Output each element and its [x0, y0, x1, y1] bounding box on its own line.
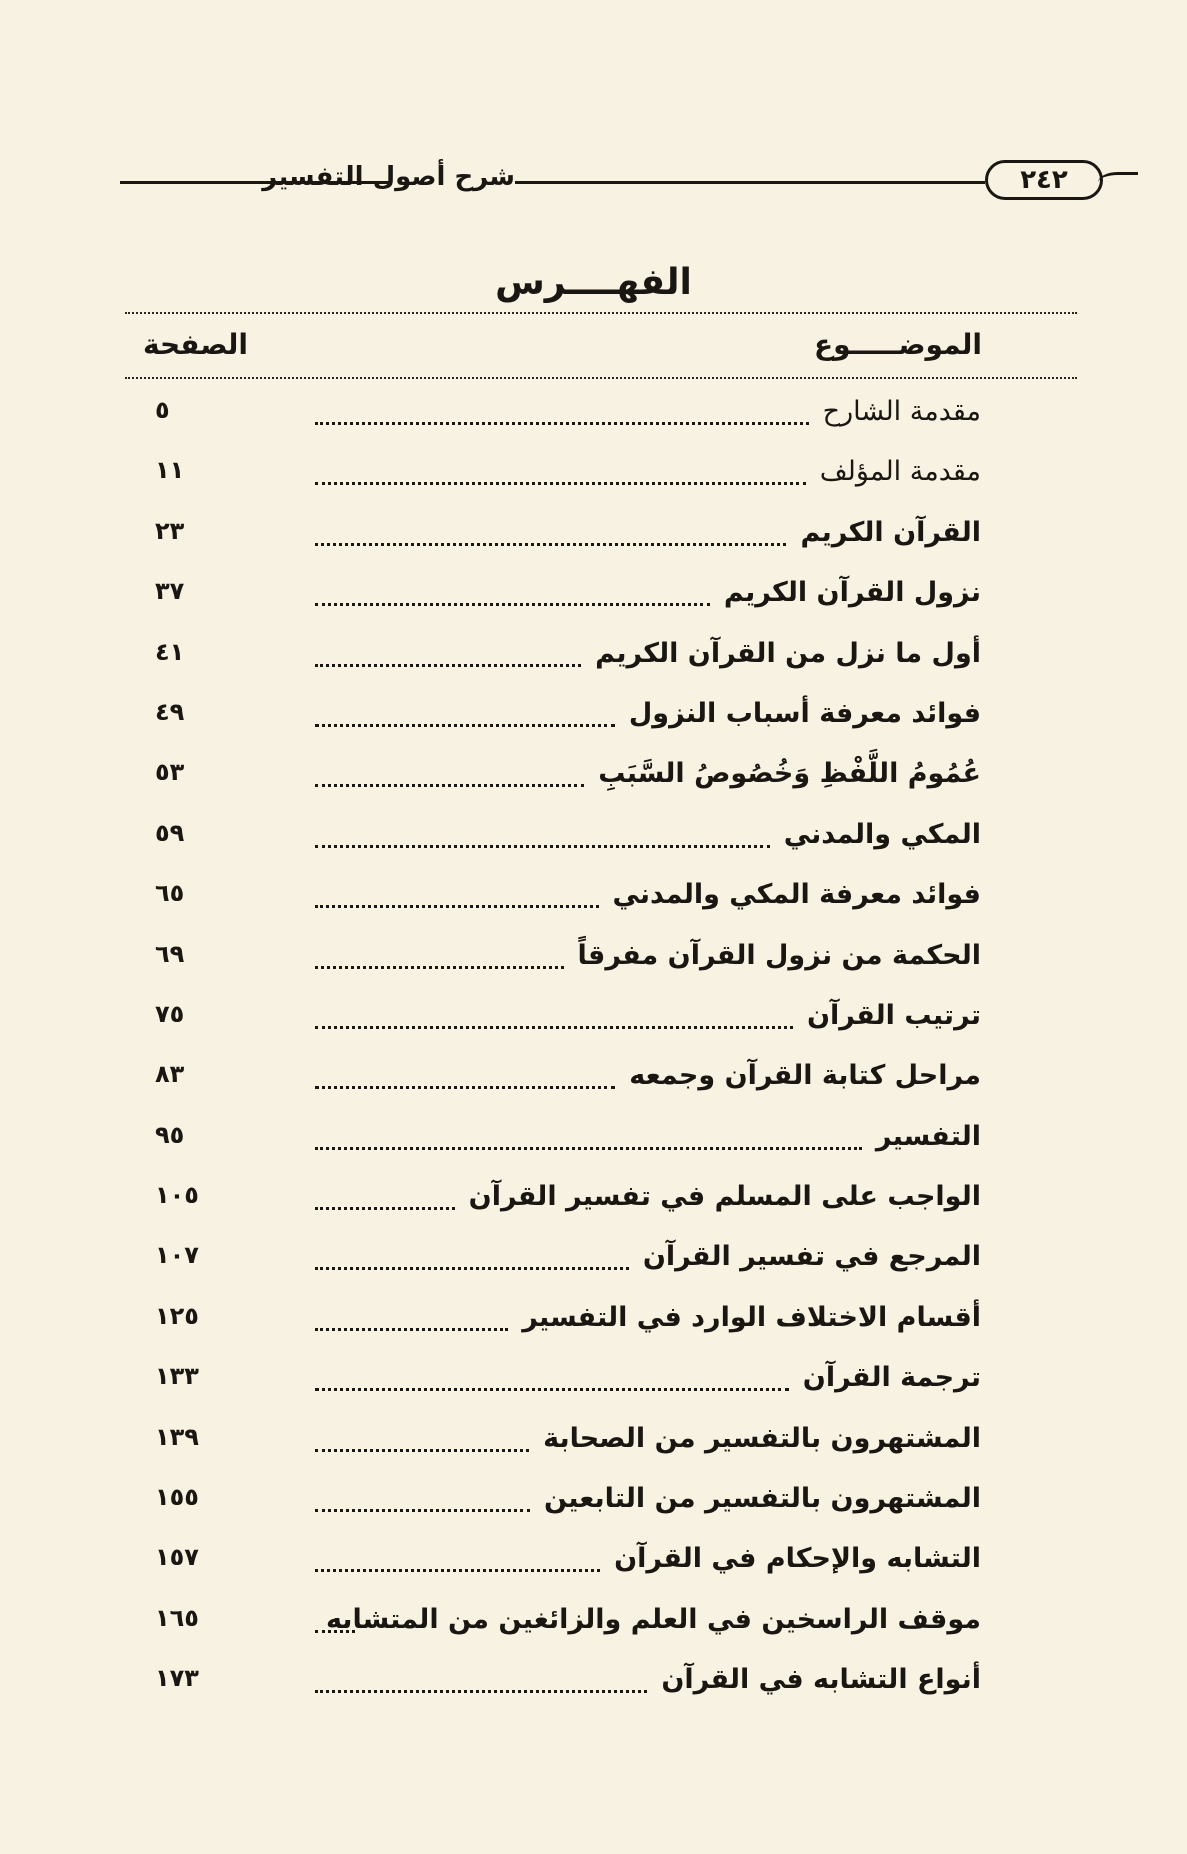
toc-entry-page: ٦٩	[155, 939, 185, 968]
dot-leader	[315, 1267, 629, 1270]
toc-entry-title: التشابه والإحكام في القرآن	[614, 1543, 981, 1575]
toc-entry	[125, 1113, 1077, 1173]
toc-entry-page: ١٦٥	[155, 1603, 199, 1632]
dot-leader	[315, 845, 770, 848]
toc-entry	[125, 871, 1077, 931]
toc-entry	[125, 932, 1077, 992]
toc-entry-page: ٥	[155, 396, 170, 424]
toc-entry	[125, 1233, 1077, 1293]
toc-entry-page: ٤٩	[155, 697, 185, 726]
dot-leader	[315, 1328, 508, 1331]
toc-entry-title: التفسير	[875, 1120, 981, 1152]
topic-column-header: الموضـــــوع	[813, 328, 982, 361]
toc-entry-title: أنواع التشابه في القرآن	[661, 1664, 981, 1696]
toc-entry	[125, 1052, 1077, 1112]
toc-entry	[125, 1596, 1077, 1656]
toc-entry	[125, 1535, 1077, 1595]
toc-entry-title: المشتهرون بالتفسير من التابعين	[543, 1483, 981, 1515]
toc-entry	[125, 630, 1077, 690]
toc-entry-page: ١١	[155, 456, 185, 485]
toc-entry-page: ١٢٥	[155, 1301, 199, 1330]
toc-entry	[125, 750, 1077, 810]
toc-entry-page: ٧٥	[155, 999, 185, 1028]
toc-entry-page: ١٠٧	[155, 1241, 199, 1270]
toc-entry-title: المرجع في تفسير القرآن	[642, 1241, 981, 1273]
toc-entry-title: فوائد معرفة المكي والمدني	[612, 879, 981, 911]
toc-entry	[125, 388, 1077, 448]
dot-leader	[315, 1026, 793, 1029]
toc-entry	[125, 1173, 1077, 1233]
toc-entry-title: مقدمة الشارح	[822, 396, 981, 427]
index-title: الفهــــرس	[495, 262, 692, 303]
book-title: شرح أصول التفسير	[262, 162, 515, 192]
dot-leader	[315, 1086, 615, 1089]
dot-leader	[315, 1207, 455, 1210]
toc-entry-title: نزول القرآن الكريم	[723, 577, 981, 609]
toc-entry	[125, 1294, 1077, 1354]
table-of-contents	[125, 388, 1077, 1717]
toc-entry	[125, 1415, 1077, 1475]
header-rule	[515, 181, 985, 184]
toc-entry-page: ١٥٧	[155, 1543, 199, 1572]
badge-ornament-icon	[1098, 172, 1138, 193]
toc-entry-title: الحكمة من نزول القرآن مفرقاً	[577, 939, 981, 971]
toc-entry-title: موقف الراسخين في العلم والزائغين من المتشابه	[325, 1603, 981, 1635]
toc-entry-title: ترتيب القرآن	[807, 999, 981, 1031]
toc-entry-title: القرآن الكريم	[800, 516, 981, 548]
toc-entry-title: أقسام الاختلاف الوارد في التفسير	[522, 1301, 981, 1333]
page-number: ٢٤٢	[1020, 165, 1068, 195]
dot-leader	[315, 784, 584, 787]
running-header	[120, 160, 1100, 208]
dot-leader	[315, 1690, 647, 1693]
dot-leader	[315, 664, 581, 667]
toc-entry-title: عُمُومُ اللَّفْظِ وَخُصُوصُ السَّبَبِ	[598, 758, 981, 790]
dot-leader	[315, 1569, 600, 1572]
dot-leader	[315, 1630, 355, 1633]
dotted-divider	[125, 312, 1077, 314]
toc-entry	[125, 569, 1077, 629]
toc-entry	[125, 1475, 1077, 1535]
toc-entry-title: مراحل كتابة القرآن وجمعه	[629, 1060, 981, 1092]
toc-entry	[125, 992, 1077, 1052]
toc-entry-page: ٩٥	[155, 1120, 185, 1149]
toc-entry-title: المشتهرون بالتفسير من الصحابة	[543, 1422, 981, 1454]
toc-entry	[125, 1354, 1077, 1414]
dot-leader	[315, 1449, 529, 1452]
toc-entry-page: ٣٧	[155, 577, 185, 606]
toc-entry-title: المكي والمدني	[783, 818, 981, 850]
toc-entry-page: ٦٥	[155, 879, 185, 908]
toc-entry-page: ٢٣	[155, 516, 185, 545]
toc-entry-title: ترجمة القرآن	[802, 1362, 981, 1394]
toc-entry	[125, 811, 1077, 871]
page-column-header: الصفحة	[143, 328, 249, 361]
toc-entry-page: ٨٣	[155, 1060, 185, 1089]
toc-entry-page: ١٣٣	[155, 1362, 199, 1391]
toc-entry-title: الواجب على المسلم في تفسير القرآن	[468, 1181, 981, 1213]
toc-entry	[125, 690, 1077, 750]
dot-leader	[315, 905, 599, 908]
toc-entry-page: ١٠٥	[155, 1181, 199, 1210]
column-headers	[125, 328, 1077, 372]
toc-entry-title: أول ما نزل من القرآن الكريم	[595, 637, 981, 669]
toc-entry-page: ١٣٩	[155, 1422, 199, 1451]
dot-leader	[315, 543, 786, 546]
dot-leader	[315, 1388, 789, 1391]
dot-leader	[315, 603, 710, 606]
toc-entry	[125, 448, 1077, 508]
toc-entry	[125, 509, 1077, 569]
dot-leader	[315, 482, 806, 485]
page-number-badge	[985, 160, 1103, 200]
toc-entry-page: ١٧٣	[155, 1664, 199, 1693]
toc-entry-title: مقدمة المؤلف	[819, 456, 981, 488]
toc-entry-page: ٥٩	[155, 818, 185, 847]
toc-entry-page: ٤١	[155, 637, 185, 666]
dot-leader	[315, 966, 564, 969]
dot-leader	[315, 1147, 862, 1150]
toc-entry-page: ٥٣	[155, 758, 185, 787]
dot-leader	[315, 724, 615, 727]
dot-leader	[315, 1509, 530, 1512]
dotted-divider	[125, 377, 1077, 379]
toc-entry-page: ١٥٥	[155, 1483, 199, 1512]
toc-entry-title: فوائد معرفة أسباب النزول	[628, 697, 981, 729]
dot-leader	[315, 422, 809, 425]
toc-entry	[125, 1656, 1077, 1716]
